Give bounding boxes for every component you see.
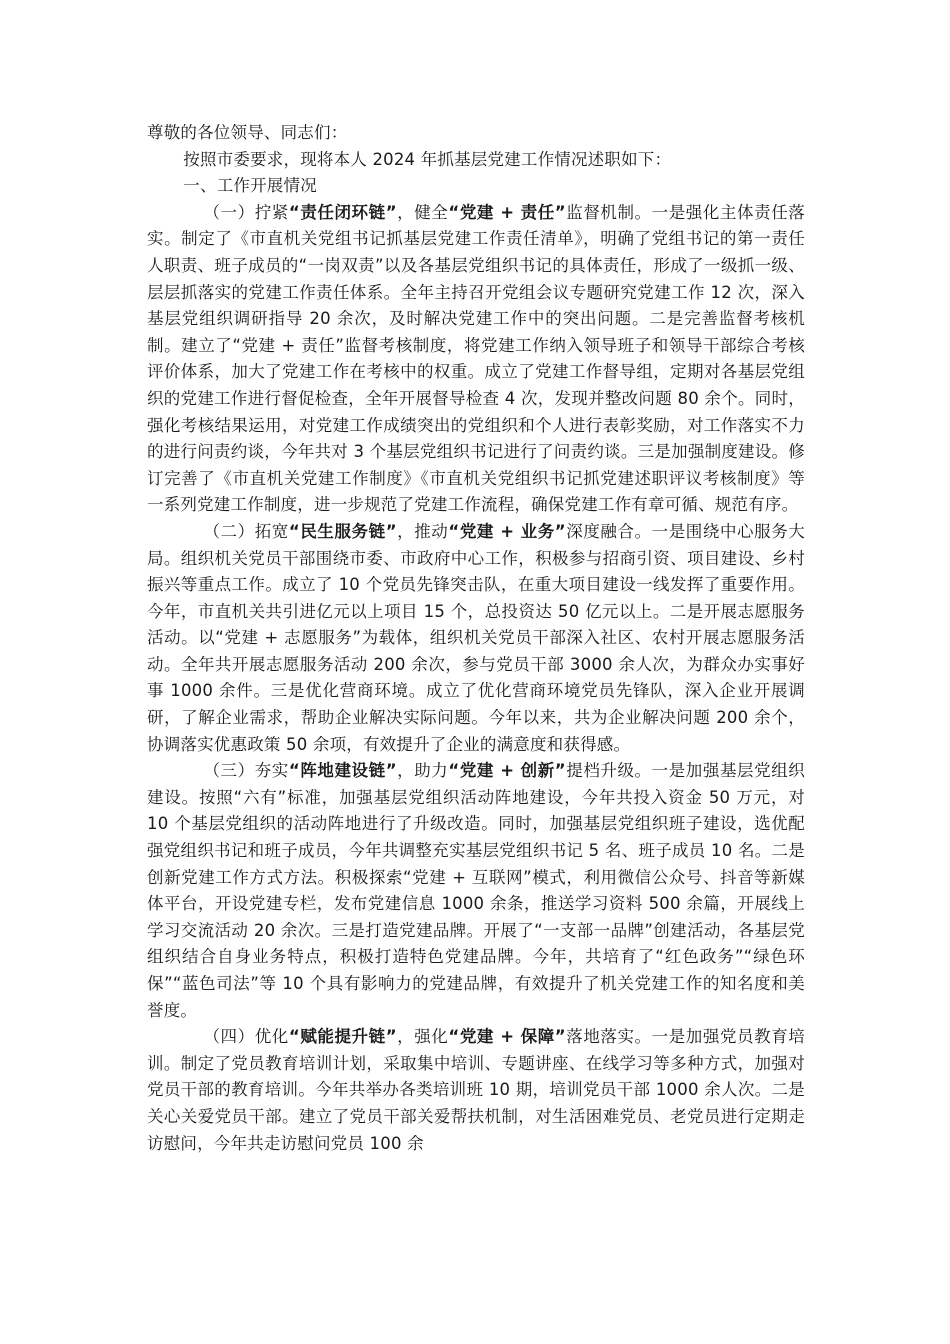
paragraph-1 [147,200,805,519]
document-body [147,120,805,1157]
paragraph-2-title: “民生服务链” [288,521,397,541]
paragraph-4-mid: ，强化 [396,1027,449,1047]
paragraph-3-title2: “党建 + 创新” [448,761,566,781]
paragraph-1-title: “责任闭环链” [288,202,397,222]
section-heading: 一、工作开展情况 [183,176,317,196]
paragraph-4-title2: “党建 + 保障” [448,1027,566,1047]
paragraph-2-prefix: （二）拓宽 [203,521,289,541]
paragraph-4-title: “赋能提升链” [288,1027,397,1047]
paragraph-3-prefix: （三）夯实 [203,761,289,781]
paragraph-2-mid: ，推动 [396,521,449,541]
paragraph-1-prefix: （一）拧紧 [203,202,289,222]
paragraph-2-title2: “党建 + 业务” [448,521,566,541]
paragraph-3-mid: ，助力 [396,761,449,781]
paragraph-2-body: 深度融合。一是围绕中心服务大局。组织机关党员干部围绕市委、市政府中心工作，积极参与招商引资、项目建设、乡村振兴等重点工作。成立了 10 个党员先锋突击队，在重大项目建设一线发挥了重要作用。今年，市直机关共引进亿元以上项目 15 个，总投资达 50 亿元以上。二是开展志愿服务活动。以“党建 + 志愿服务”为载体，组织机关党员干部深入社区、农村开展志愿服务活动。全年共开展志愿服务活动 200 余次，参与党员干部 3000 余人次，为群众办实事好事 1000 余件。三是优化营商环境。成立了优化营商环境党员先锋队，深入企业开展调研，了解企业需求，帮助企业解决实际问题。今年以来，共为企业解决问题 200 余个，协调落实优惠政策 50 余项，有效提升了企业的满意度和获得感。 [147,521,805,754]
paragraph-4-prefix: （四）优化 [203,1027,289,1047]
paragraph-1-body: 监督机制。一是强化主体责任落实。制定了《市直机关党组书记抓基层党建工作责任清单》，明确了党组书记的第一责任人职责、班子成员的“一岗双责”以及各基层党组织书记的具体责任，形成了一级抓一级、层层抓落实的党建工作责任体系。全年主持召开党组会议专题研究党建工作 12 次，深入基层党组织调研指导 20 余次，及时解决党建工作中的突出问题。二是完善监督考核机制。建立了“党建 + 责任”监督考核制度，将党建工作纳入领导班子和领导干部综合考核评价体系，加大了党建工作在考核中的权重。成立了党建工作督导组，定期对各基层党组织的党建工作进行督促检查，全年开展督导检查 4 次，发现并整改问题 80 余个。同时，强化考核结果运用，对党建工作成绩突出的党组织和个人进行表彰奖励，对工作落实不力的进行问责约谈，今年共对 3 个基层党组织书记进行了问责约谈。三是加强制度建设。修订完善了《市直机关党建工作制度》《市直机关党组织书记抓党建述职评议考核制度》等一系列党建工作制度，进一步规范了党建工作流程，确保党建工作有章可循、规范有序。 [147,202,805,515]
paragraph-4 [147,1024,805,1157]
intro-paragraph: 按照市委要求，现将本人 2024 年抓基层党建工作情况述职如下： [183,149,672,169]
paragraph-1-title2: “党建 + 责任” [448,202,566,222]
paragraph-2 [147,519,805,758]
paragraph-1-mid: ，健全 [396,202,449,222]
paragraph-3-title: “阵地建设链” [288,761,397,781]
salutation: 尊敬的各位领导、同志们： [147,123,348,142]
paragraph-4-body: 落地落实。一是加强党员教育培训。制定了党员教育培训计划，采取集中培训、专题讲座、在线学习等多种方式，加强对党员干部的教育培训。今年共举办各类培训班 10 期，培训党员干部 1000 余人次。二是关心关爱党员干部。建立了党员干部关爱帮扶机制，对生活困难党员、老党员进行定期走访慰问，今年共走访慰问党员 100 余 [147,1027,805,1153]
paragraph-3 [147,758,805,1024]
paragraph-3-body: 提档升级。一是加强基层党组织建设。按照“六有”标准，加强基层党组织活动阵地建设，今年共投入资金 50 万元，对 10 个基层党组织的活动阵地进行了升级改造。同时，加强基层党组织班子建设，选优配强党组织书记和班子成员，今年共调整充实基层党组织书记 5 名、班子成员 10 名。二是创新党建工作方式方法。积极探索“党建 + 互联网”模式，利用微信公众号、抖音等新媒体平台，开设党建专栏，发布党建信息 1000 余条，推送学习资料 500 余篇，开展线上学习交流活动 20 余次。三是打造党建品牌。开展了“一支部一品牌”创建活动，各基层党组织结合自身业务特点，积极打造特色党建品牌。今年，共培育了“红色政务”“绿色环保”“蓝色司法”等 10 个具有影响力的党建品牌，有效提升了机关党建工作的知名度和美誉度。 [147,761,805,1020]
